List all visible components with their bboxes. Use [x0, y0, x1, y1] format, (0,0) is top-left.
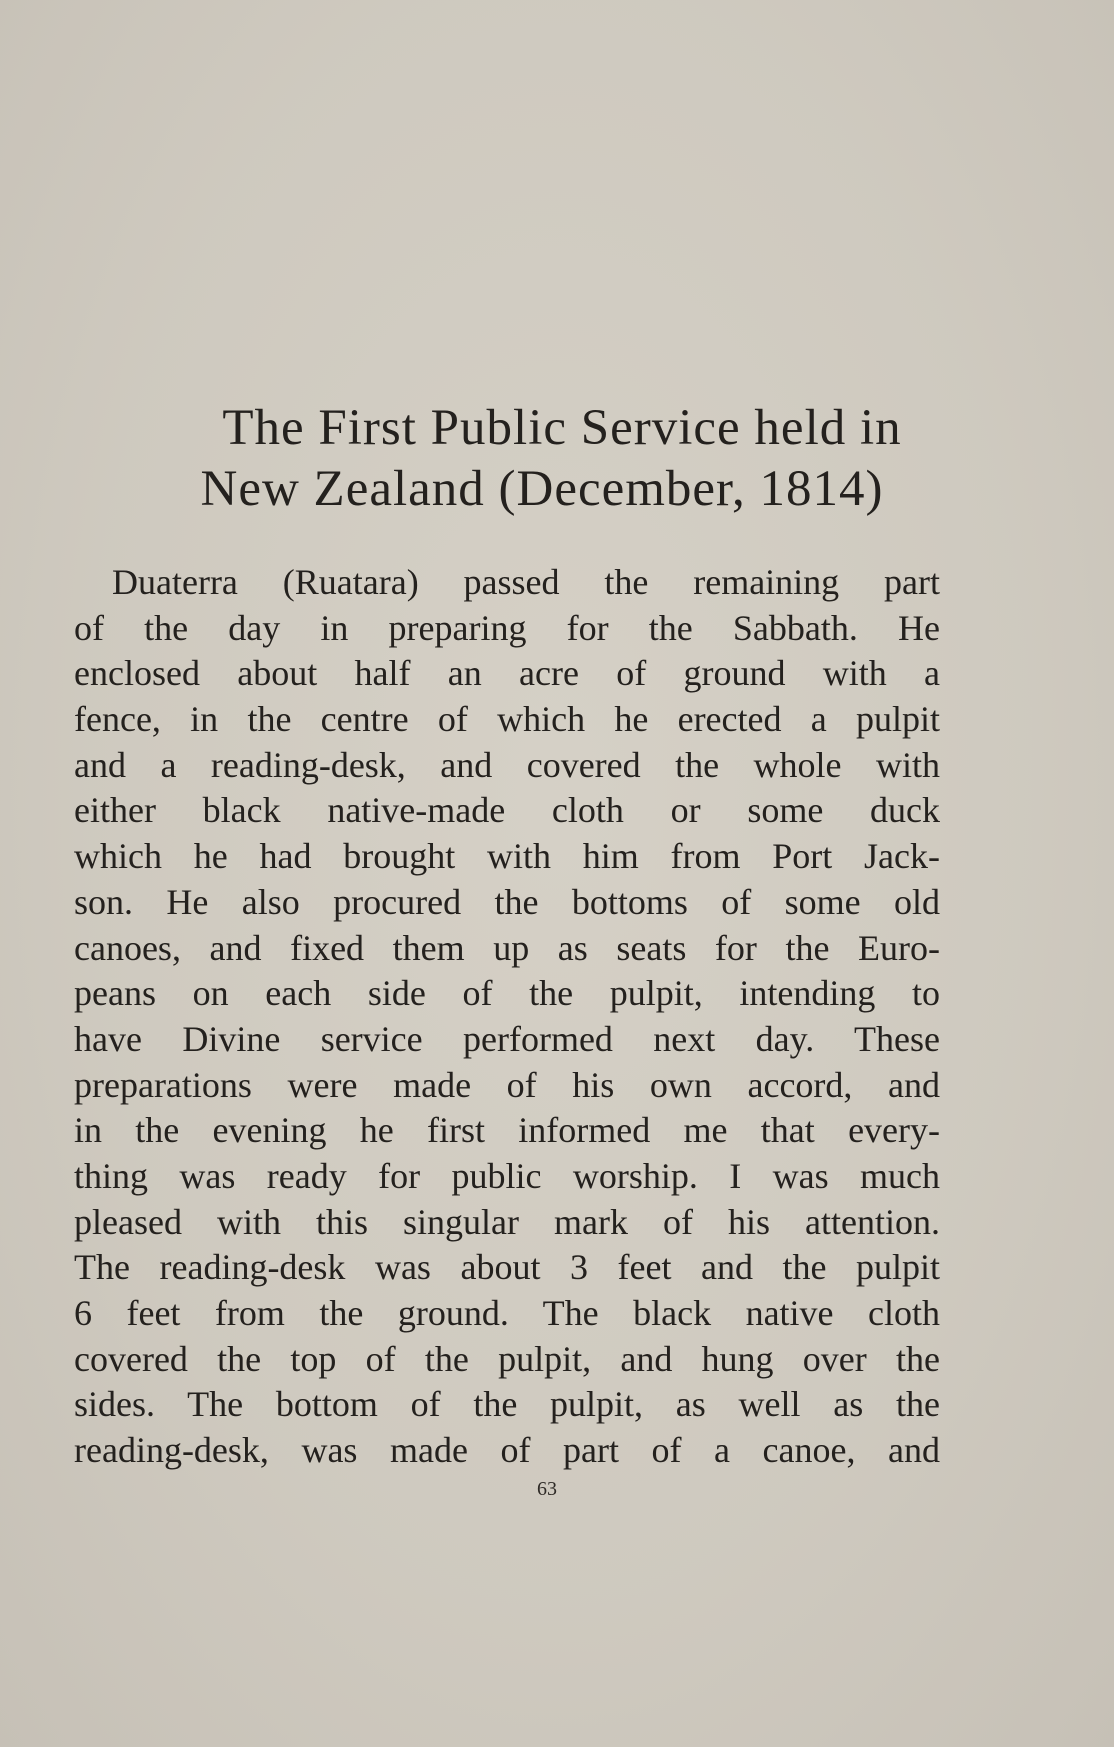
- text-line: have Divine service performed next day. These: [74, 1018, 940, 1059]
- body-paragraph: [74, 560, 940, 1474]
- text-line: preparations were made of his own accord, and: [74, 1064, 940, 1105]
- text-line: and a reading-desk, and covered the whole with: [74, 744, 940, 785]
- chapter-title-line-1: The First Public Service held in: [222, 400, 902, 456]
- text-line: canoes, and fixed them up as seats for the Euro-: [74, 927, 940, 968]
- page-number: 63: [537, 1478, 557, 1500]
- text-line: 6 feet from the ground. The black native cloth: [74, 1293, 940, 1333]
- text-line: son. He also procured the bottoms of some old: [74, 881, 940, 922]
- chapter-title-line-2: New Zealand (December, 1814): [200, 461, 884, 517]
- text-line: sides. The bottom of the pulpit, as well as the: [74, 1384, 940, 1425]
- text-line: peans on each side of the pulpit, intending to: [74, 973, 940, 1014]
- text-line: fence, in the centre of which he erected a pulpit: [74, 699, 940, 740]
- text-line: The reading-desk was about 3 feet and the pulpit: [74, 1247, 940, 1288]
- text-line: thing was ready for public worship. I was much: [74, 1155, 940, 1196]
- text-line: in the evening he first informed me that every-: [74, 1110, 940, 1151]
- text-line: which he had brought with him from Port Jack-: [74, 836, 940, 877]
- text-line: enclosed about half an acre of ground with a: [74, 653, 940, 694]
- text-line: of the day in preparing for the Sabbath. He: [74, 607, 940, 648]
- text-line: either black native-made cloth or some duck: [74, 790, 940, 831]
- text-line: reading-desk, was made of part of a canoe, and: [74, 1430, 940, 1471]
- text-line: Duaterra (Ruatara) passed the remaining part: [112, 562, 940, 602]
- chapter-title: [0, 398, 1114, 520]
- text-line: covered the top of the pulpit, and hung over the: [74, 1338, 940, 1379]
- text-line: pleased with this singular mark of his attention.: [74, 1201, 940, 1242]
